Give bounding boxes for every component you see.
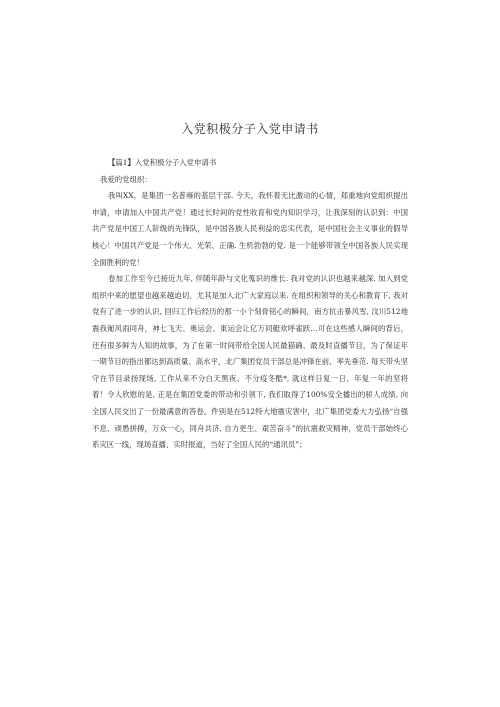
document-body bbox=[92, 155, 408, 454]
document-title: 入党积极分子入党申请书 bbox=[181, 122, 319, 136]
heading-bracket-close: 】 bbox=[127, 158, 135, 167]
heading-bracket-open: 【 bbox=[108, 158, 116, 167]
paragraph: 我叫XX，是集团一名普雍的基层干部. 今天，我怀着无比激动的心情，郑重地向党组织提出申请，申请加入中国共产党！通过长时间的党性收育和党内知识学习，让我深刻的认识到：中国共产党是中国工人阶级的先锋队，是中国各族人民利益的忠实代表，是中国社会主义事业的假导核心！中国共产党是一个伟大、光荣、正确. 生机勃勃的党. 是一个能够带领全中国各族人民实现全面胜利的党！ bbox=[92, 191, 408, 267]
section-heading bbox=[92, 155, 408, 172]
salutation: 我爱的党组织： bbox=[100, 174, 152, 184]
heading-label: 篇1 bbox=[115, 158, 128, 167]
heading-text: 入党积极分子入党申请书 bbox=[134, 158, 217, 167]
paragraph: 卷加工作至今已接近九年, 伴随年龄与文化蒐识的维长. 我对党的认识也越来越深. 加入到党组织中来的愿望也越来越迫切。尤其是加入北广大家庭以来. 在组织和领导的关心和教育下, 我对党有了进一步的认识, 回归工作后经历的那一小个刻骨铭心的瞬间，南方抗击暴风雪, 汶川512地震我匍风雨同舟，神七飞天、奥运会、東运会让亿万同艇欢呼雀跃…可在这些感人瞬间的背后，还有很多鲜为人知的故事，为了在第一时间带给全国人民最猫确、最及时直播节目，为了保证年一期节目的指出都达到高质量、高水平，北广集团党员干部总是冲锋在前、率先垂范. 每天带头坚守在节目录扬现场, 工作从来不分白天黑夜、不分疫冬酷*, 就这样日复一日、年复一年的坚将着！令人欣慰的是, 正是在集团党委的带动和引领下, 我们取得了100%安全播出的骄人成绩, 向全国人民交出了一份最满意的答卷。件别是在512特大地震灾害中，北广集团党委大力弘扬“自强不息、顽愚拼搏，万众一心，同舟共济, 自力更生、艰苦奋斗”的抗震救灾精神，党员干部始终心系灾区一线，现场直播、实时报道，当好了全国人民的“通讯员”； bbox=[92, 274, 408, 450]
